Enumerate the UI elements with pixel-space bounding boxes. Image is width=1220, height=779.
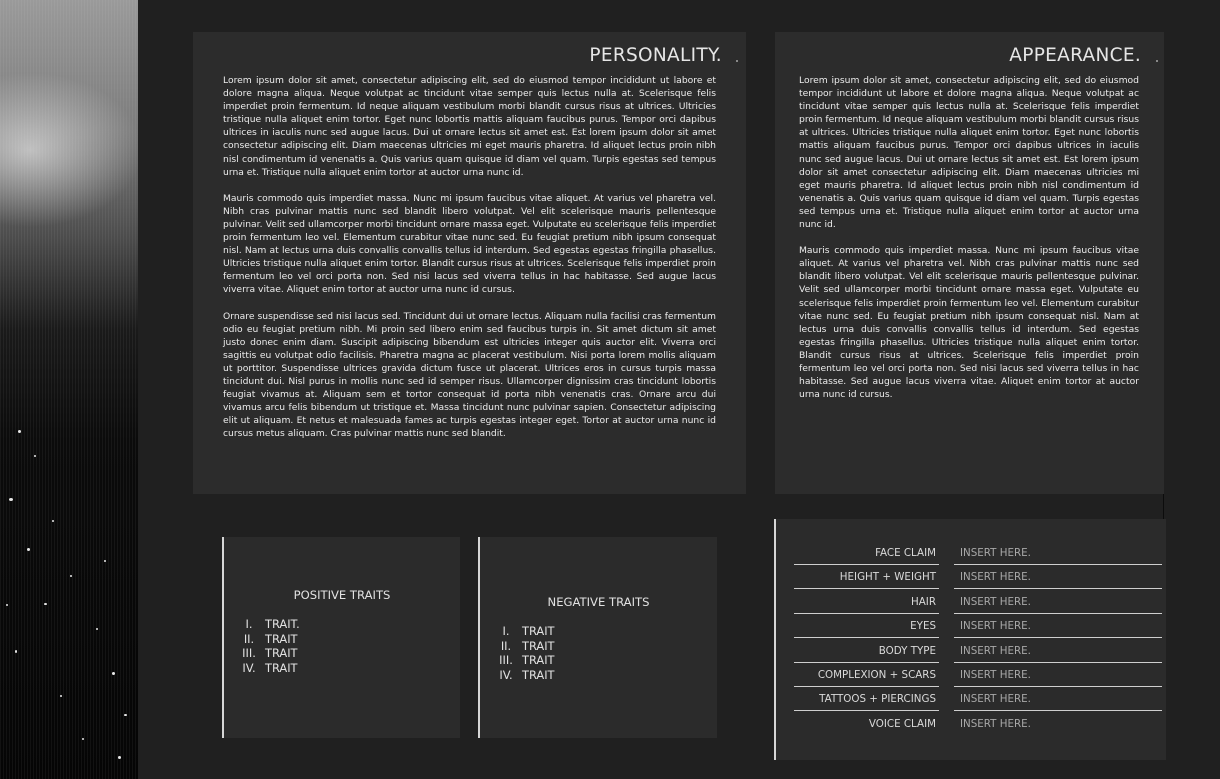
info-value[interactable]: INSERT HERE. — [960, 718, 1031, 730]
info-row-complexion-scars — [794, 664, 1145, 688]
positive-traits-list — [233, 617, 300, 675]
trait-text: TRAIT — [522, 624, 555, 638]
trait-text: TRAIT — [522, 653, 555, 667]
appearance-paragraph: Mauris commodo quis imperdiet massa. Nunc mi ipsum faucibus vitae aliquet. At varius vel pharetra vel. Nibh cras pulvinar mattis nunc sed blandit libero volutpat. Vel elit scelerisque mauris pellentesque pulvinar. Velit sed ullamcorper morbi tincidunt ornare massa eget. Vulputate eu scelerisque felis imperdiet proin fermentum leo vel. Elementum curabitur vitae nunc sed. Eu feugiat pretium nibh ipsum consequat nisl. Nam at lectus urna duis convallis convallis tellus id interdum. Sed egestas egestas fringilla phasellus. Ultricies tristique nulla aliquet enim tortor. Blandit cursus risus at ultrices. Scelerisque felis imperdiet proin fermentum leo vel orci porta non. Sed nisi lacus sed viverra tellus in hac habitasse. Sed augue lacus viverra vitae. Aliquet enim tortor at auctor urna nunc id cursus. — [799, 245, 1139, 401]
negative-traits-heading: NEGATIVE TRAITS — [547, 595, 650, 609]
info-value[interactable]: INSERT HERE. — [954, 688, 1162, 711]
appearance-title: APPEARANCE. — [1009, 45, 1141, 66]
list-item — [233, 661, 300, 676]
info-row-height-weight — [794, 566, 1145, 590]
list-item — [490, 639, 555, 654]
info-value[interactable]: INSERT HERE. — [954, 640, 1162, 663]
trait-text: TRAIT — [265, 631, 298, 646]
info-row-eyes — [794, 615, 1145, 639]
trait-text: TRAIT — [522, 638, 555, 653]
list-item — [490, 668, 555, 683]
info-label: COMPLEXION + SCARS — [794, 664, 939, 687]
info-row-body-type — [794, 640, 1145, 664]
trait-number: III. — [499, 653, 513, 667]
decorative-texture-strip — [0, 0, 138, 779]
trait-text: TRAIT — [522, 667, 555, 682]
info-row-face-claim — [794, 542, 1145, 566]
info-value[interactable]: INSERT HERE. — [954, 566, 1162, 589]
divider — [1163, 494, 1164, 519]
list-item — [233, 632, 300, 647]
trait-text: TRAIT. — [265, 617, 300, 631]
personality-text — [223, 74, 716, 453]
personality-paragraph: Lorem ipsum dolor sit amet, consectetur adipiscing elit, sed do eiusmod tempor incididunt ut labore et dolore magna aliqua. Neque volutpat ac tincidunt vitae semper quis lectus nulla at. Scelerisque felis imperdiet proin fermentum. Id neque aliquam vestibulum morbi blandit cursus risus at ultrices. Ultricies tristique nulla aliquet enim tortor. Eget nunc lobortis mattis aliquam faucibus purus. Tempor orci dapibus ultrices in iaculis nunc sed augue lacus. Dui ut ornare lectus sit amet est. Est lorem ipsum dolor sit amet consectetur adipiscing elit. Diam maecenas ultricies mi eget mauris pharetra. Id aliquet lectus proin nibh nisl condimentum id venenatis a. Quis varius quam quisque id diam vel quam. Turpis egestas sed tempus urna et. Tristique nulla aliquet enim tortor at auctor urna nunc id. — [223, 75, 716, 178]
title-dot — [1156, 60, 1158, 62]
info-label: HEIGHT + WEIGHT — [794, 566, 939, 589]
info-row-tattoos-piercings — [794, 688, 1145, 712]
trait-number: I. — [502, 624, 510, 638]
list-item — [490, 624, 555, 639]
personality-paragraph: Ornare suspendisse sed nisi lacus sed. Tincidunt dui ut ornare lectus. Aliquam nulla facilisi cras fermentum odio eu feugiat pretium nibh. Mi proin sed libero enim sed faucibus turpis in. Sit amet dictum sit amet justo donec enim diam. Suscipit adipiscing bibendum est ultricies integer quis auctor elit. Viverra orci sagittis eu volutpat odio facilisis. Pharetra magna ac placerat vestibulum. Nisi porta lorem mollis aliquam ut porttitor. Suspendisse ultrices gravida dictum fusce ut placerat. Ultrices eros in cursus turpis massa tincidunt dui. Nisl purus in mollis nunc sed id semper risus. Ullamcorper dignissim cras tincidunt lobortis feugiat vivamus at. Aliquam sem et tortor consequat id porta nibh venenatis cras. Ornare arcu dui vivamus arcu felis bibendum ut tristique et. Massa tincidunt nunc pulvinar sapien. Consectetur adipiscing elit ut aliquam. Et netus et malesuada fames ac turpis egestas integer eget. Tortor at auctor urna nunc id cursus metus aliquam. Cras pulvinar mattis nunc sed blandit. — [223, 310, 716, 440]
info-label: BODY TYPE — [794, 640, 939, 663]
personality-panel — [193, 32, 746, 494]
trait-text: TRAIT — [265, 646, 298, 660]
negative-traits-list — [490, 624, 555, 682]
info-row-hair — [794, 591, 1145, 615]
negative-traits-box — [478, 537, 717, 738]
appearance-text — [799, 74, 1139, 414]
info-row-voice-claim — [794, 713, 1145, 737]
trait-number: I. — [245, 617, 253, 631]
info-value[interactable]: INSERT HERE. — [954, 615, 1162, 638]
trait-number: IV. — [242, 660, 256, 675]
positive-traits-box — [222, 537, 460, 738]
info-label: EYES — [794, 615, 939, 638]
info-value[interactable]: INSERT HERE. — [954, 591, 1162, 614]
list-item — [490, 653, 555, 668]
list-item — [233, 617, 300, 632]
info-label: HAIR — [794, 591, 939, 614]
positive-traits-heading: POSITIVE TRAITS — [293, 588, 391, 602]
info-label: TATTOOS + PIERCINGS — [794, 688, 939, 711]
info-label: FACE CLAIM — [794, 542, 939, 565]
appearance-panel — [775, 32, 1164, 494]
info-value[interactable]: INSERT HERE. — [954, 664, 1162, 687]
personality-paragraph: Mauris commodo quis imperdiet massa. Nunc mi ipsum faucibus vitae aliquet. At varius vel pharetra vel. Nibh cras pulvinar mattis nunc sed blandit libero volutpat. Vel elit scelerisque mauris pellentesque pulvinar. Velit sed ullamcorper morbi tincidunt ornare massa eget. Vulputate eu scelerisque felis imperdiet proin fermentum leo vel. Elementum curabitur vitae nunc sed. Eu feugiat pretium nibh ipsum consequat nisl. Nam at lectus urna duis convallis convallis tellus id interdum. Sed egestas egestas fringilla phasellus. Ultricies tristique nulla aliquet enim tortor. Blandit cursus risus at ultrices. Scelerisque felis imperdiet proin fermentum leo vel orci porta non. Sed nisi lacus sed viverra tellus in hac habitasse. Sed augue lacus viverra vitae. Aliquet enim tortor at auctor urna nunc id cursus. — [223, 192, 716, 296]
appearance-paragraph: Lorem ipsum dolor sit amet, consectetur adipiscing elit, sed do eiusmod tempor incididunt ut labore et dolore magna aliqua. Neque volutpat ac tincidunt vitae semper quis lectus nulla at. Scelerisque felis imperdiet proin fermentum. Id neque aliquam vestibulum morbi blandit cursus risus at ultrices. Ultricies tristique nulla aliquet enim tortor. Eget nunc lobortis mattis aliquam faucibus purus. Tempor orci dapibus ultrices in iaculis nunc sed augue lacus. Dui ut ornare lectus sit amet est. Est lorem ipsum dolor sit amet consectetur adipiscing elit. Diam maecenas ultricies mi eget mauris pharetra. Id aliquet lectus proin nibh nisl condimentum id venenatis a. Quis varius quam quisque id diam vel quam. Turpis egestas sed tempus urna et. Tristique nulla aliquet enim tortor at auctor urna nunc id. — [799, 75, 1139, 231]
trait-number: II. — [243, 631, 255, 646]
title-dot — [736, 60, 738, 62]
personality-title: PERSONALITY. — [589, 45, 722, 66]
trait-text: TRAIT — [265, 660, 298, 675]
trait-number: IV. — [499, 667, 513, 682]
info-value[interactable]: INSERT HERE. — [954, 542, 1162, 565]
list-item — [233, 646, 300, 661]
trait-number: II. — [500, 638, 512, 653]
trait-number: III. — [242, 646, 256, 660]
appearance-info-table — [774, 519, 1166, 760]
info-label: VOICE CLAIM — [868, 718, 936, 730]
